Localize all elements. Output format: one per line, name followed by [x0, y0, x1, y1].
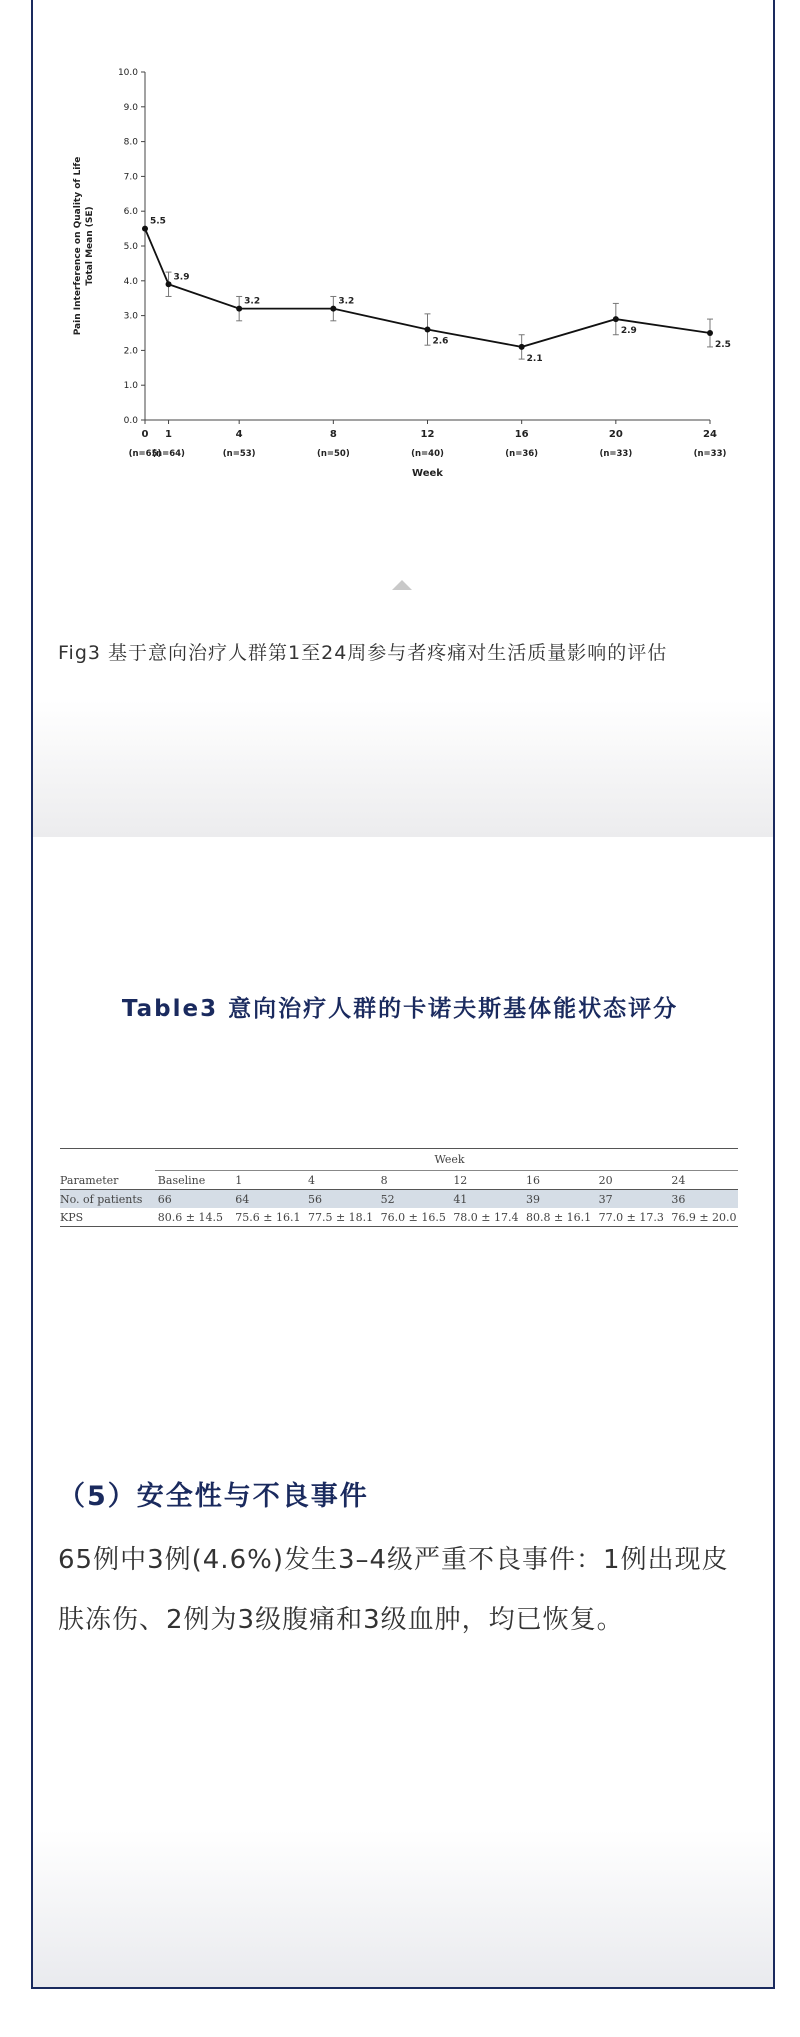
x-n-label: (n=36) [505, 449, 539, 459]
x-n-label: (n=64) [152, 449, 185, 459]
y-tick-label: 9.0 [123, 102, 138, 113]
table-cell: 56 [307, 1192, 322, 1206]
table-header-cell: Baseline [157, 1173, 206, 1187]
section-divider-gradient [33, 700, 773, 837]
table-header-cell: 8 [380, 1173, 388, 1187]
body-paragraph: 65例中3例(4.6%)发生3–4级严重不良事件：1例出现皮肤冻伤、2例为3级腹痛和3级血肿，均已恢复。 [58, 1545, 729, 1635]
data-label: 2.9 [620, 326, 637, 337]
table-row [60, 1208, 738, 1226]
table-cell: 76.9 ± 20.0 [671, 1210, 737, 1224]
table-cell: 78.0 ± 17.4 [453, 1210, 519, 1224]
y-tick-label: 3.0 [123, 311, 138, 322]
table-cell: 64 [235, 1192, 250, 1206]
line-chart [60, 55, 740, 495]
y-tick-label: 0.0 [123, 416, 138, 426]
data-label: 3.2 [244, 296, 261, 307]
x-tick-label: 8 [329, 429, 337, 440]
data-label: 2.6 [432, 336, 449, 347]
data-label: 2.1 [526, 353, 543, 364]
data-point [236, 306, 242, 312]
x-tick-label: 16 [514, 429, 529, 440]
table-cell: No. of patients [60, 1192, 143, 1206]
data-point [425, 327, 431, 333]
kps-table [60, 1148, 738, 1227]
x-n-label: (n=33) [599, 449, 633, 459]
week-group-header: Week [434, 1152, 465, 1166]
y-tick-label: 6.0 [123, 207, 138, 218]
table-cell: 39 [525, 1192, 540, 1206]
x-tick-label: 12 [420, 429, 435, 440]
table-header-cell: Parameter [60, 1173, 119, 1187]
data-point [166, 281, 172, 287]
x-tick-label: 0 [141, 429, 149, 440]
x-n-label: (n=40) [411, 449, 444, 459]
x-tick-label: 24 [703, 429, 717, 440]
table-header-cell: 4 [307, 1173, 315, 1187]
table-cell: 76.0 ± 16.5 [380, 1210, 446, 1224]
footer-gradient [33, 1830, 773, 1987]
x-tick-label: 20 [608, 429, 623, 440]
table-header-row [60, 1171, 738, 1189]
table-cell: 41 [453, 1192, 468, 1206]
data-point [330, 306, 336, 312]
x-n-label: (n=65) [128, 449, 162, 459]
y-tick-label: 5.0 [123, 242, 138, 252]
table-cell: 75.6 ± 16.1 [235, 1210, 301, 1224]
x-n-label: (n=33) [693, 449, 727, 459]
y-tick-label: 2.0 [123, 346, 138, 357]
x-n-label: (n=50) [316, 449, 350, 459]
table-header-cell: 20 [598, 1173, 613, 1187]
x-tick-label: 4 [235, 429, 243, 440]
data-label: 5.5 [150, 216, 166, 227]
y-tick-label: 10.0 [117, 68, 138, 78]
data-point [707, 330, 713, 336]
data-point [142, 226, 148, 232]
y-tick-label: 1.0 [123, 381, 138, 392]
y-tick-label: 8.0 [123, 137, 138, 148]
y-axis-label: Pain Interference on Quality of Life [73, 156, 83, 336]
figure-caption: Fig3 基于意向治疗人群第1至24周参与者疼痛对生活质量影响的评估 [58, 642, 668, 664]
table-cell: 80.8 ± 16.1 [525, 1210, 592, 1224]
table-cell: 66 [157, 1192, 172, 1206]
table-title: Table3 意向治疗人群的卡诺夫斯基体能状态评分 [121, 996, 679, 1022]
data-point [519, 344, 525, 350]
table-cell: 80.6 ± 14.5 [157, 1210, 223, 1224]
section-heading: （5）安全性与不良事件 [58, 1481, 369, 1512]
table-cell: 77.0 ± 17.3 [598, 1210, 664, 1224]
y-tick-label: 7.0 [123, 172, 138, 183]
triangle-up-icon [392, 580, 412, 590]
table-cell: KPS [60, 1210, 84, 1224]
data-point [613, 316, 619, 322]
data-label: 2.5 [715, 340, 731, 350]
table-cell: 77.5 ± 18.1 [307, 1210, 374, 1224]
table-header-cell: 24 [671, 1173, 686, 1187]
table-cell: 36 [671, 1192, 686, 1206]
x-n-label: (n=53) [222, 449, 256, 459]
table-header-cell: 1 [235, 1173, 243, 1187]
table-cell: 52 [380, 1192, 395, 1206]
table-bottom-rule [60, 1226, 738, 1227]
data-label: 3.9 [173, 272, 190, 283]
table-cell: 37 [598, 1192, 613, 1206]
x-tick-label: 1 [165, 429, 173, 440]
table-header-cell: 16 [525, 1173, 540, 1187]
data-label: 3.2 [338, 296, 355, 307]
table-header-cell: 12 [453, 1173, 468, 1187]
table-row [60, 1190, 738, 1208]
y-tick-label: 4.0 [123, 276, 138, 287]
y-axis-label: Total Mean (SE) [85, 206, 95, 286]
x-axis-label: Week [412, 468, 443, 479]
